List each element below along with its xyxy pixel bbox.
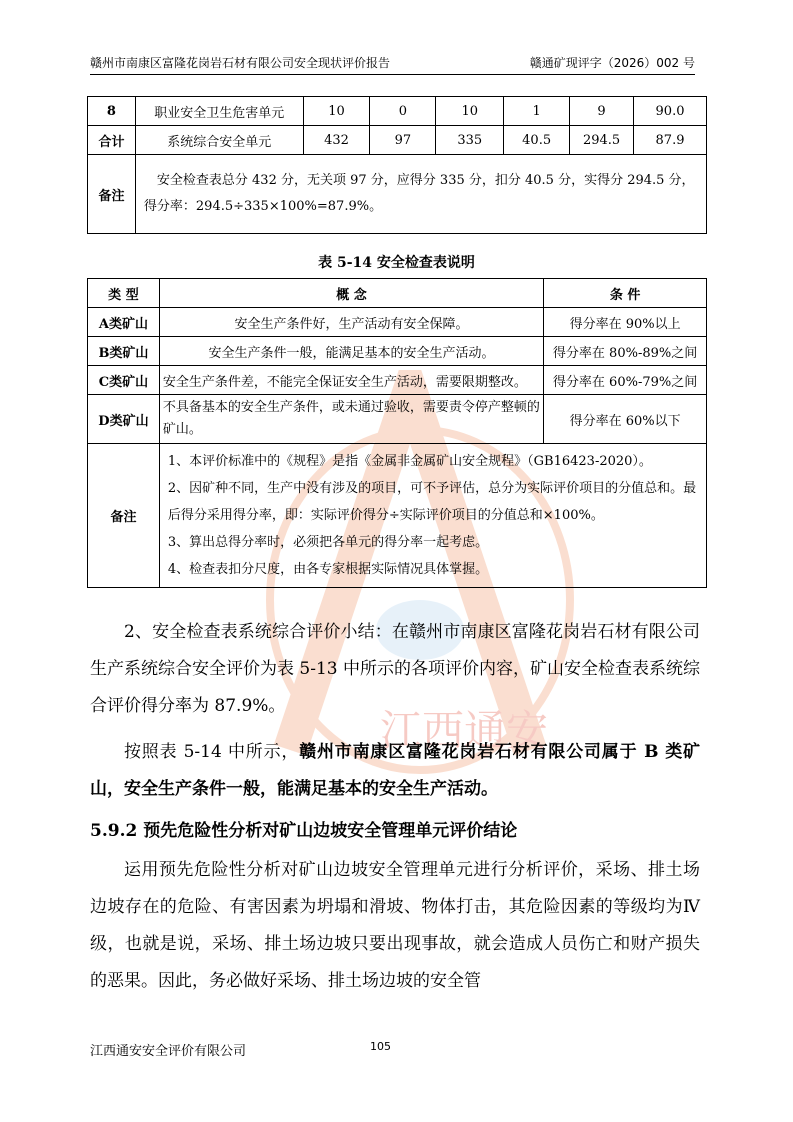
concept: 不具备基本的安全生产条件，或未通过验收，需要责令停产整顿的矿山。	[159, 395, 543, 444]
cell-value: 294.5	[570, 126, 634, 155]
unit-name: 系统综合安全单元	[135, 126, 303, 155]
table-row	[88, 337, 707, 366]
cell-value: 40.5	[504, 126, 570, 155]
condition: 得分率在 80%-89%之间	[544, 337, 707, 366]
condition: 得分率在 90%以上	[544, 308, 707, 337]
table-caption: 表 5-14 安全检查表说明	[318, 255, 475, 271]
cell-value: 87.9	[634, 126, 707, 155]
table-row	[88, 366, 707, 395]
concept: 安全生产条件差，不能完全保证安全生产活动，需要限期整改。	[159, 366, 543, 395]
condition: 得分率在 60%-79%之间	[544, 366, 707, 395]
classification-intro: 按照表 5-14 中所示，	[124, 742, 300, 762]
section-heading: 5.9.2 预先危险性分析对矿山边坡安全管理单元评价结论	[90, 821, 518, 841]
footer-company: 江西通安安全评价有限公司	[90, 1044, 247, 1059]
cell-value: 9	[570, 97, 634, 126]
concept: 安全生产条件好，生产活动有安全保障。	[159, 308, 543, 337]
table-row	[88, 126, 707, 155]
cell-value: 97	[370, 126, 436, 155]
table-row	[88, 395, 707, 444]
column-header: 概 念	[159, 279, 543, 308]
mine-type: A类矿山	[88, 308, 160, 337]
watermark-text: 江西通安	[380, 706, 549, 755]
page-number: 105	[370, 1040, 391, 1053]
table-row-note	[88, 155, 707, 234]
cell-value: 0	[370, 97, 436, 126]
header-title: 赣州市南康区富隆花岗岩石材有限公司安全现状评价报告	[90, 56, 391, 70]
note-text	[135, 155, 706, 234]
summary-paragraph: 2、安全检查表系统综合评价小结：在赣州市南康区富隆花岗岩石材有限公司生产系统综合安全评价为表 5-13 中所示的各项评价内容，矿山安全检查表系统综合评价得分率为 87.9%。	[90, 622, 700, 716]
score-summary-table	[87, 96, 707, 234]
page-footer	[90, 1040, 700, 1059]
mine-type: D类矿山	[88, 395, 160, 444]
cell-value: 335	[436, 126, 504, 155]
cell-value: 90.0	[634, 97, 707, 126]
mine-type: B类矿山	[88, 337, 160, 366]
note-item: 3、算出总得分率时，必须把各单元的得分率一起考虑。	[167, 535, 489, 550]
table-row-notes	[88, 444, 707, 588]
notes-list	[159, 444, 706, 588]
note-item: 4、检查表扣分尺度，由各专家根据实际情况具体掌握。	[167, 562, 489, 577]
page-header	[90, 54, 695, 75]
table-row	[88, 308, 707, 337]
unit-name: 职业安全卫生危害单元	[135, 97, 303, 126]
column-header: 类 型	[88, 279, 160, 308]
checklist-description-table	[87, 278, 707, 588]
classification-result: 赣州市南康区富隆花岗岩石材有限公司属于 B 类矿山，安全生产条件一般，能满足基本的安全生产活动。	[90, 742, 700, 799]
cell-value: 10	[436, 97, 504, 126]
note-line: 得分率：294.5÷335×100%=87.9%。	[143, 199, 383, 214]
notes-label: 备注	[88, 444, 160, 588]
row-number: 合计	[88, 126, 136, 155]
header-doc-number: 赣通矿现评字（2026）002 号	[529, 56, 695, 70]
mine-type: C类矿山	[88, 366, 160, 395]
cell-value: 432	[303, 126, 370, 155]
condition: 得分率在 60%以下	[544, 395, 707, 444]
cell-value: 1	[504, 97, 570, 126]
note-item: 1、本评价标准中的《规程》是指《金属非金属矿山安全规程》（GB16423-2020）。	[167, 454, 652, 469]
column-header: 条 件	[544, 279, 707, 308]
row-number: 8	[88, 97, 136, 126]
table-row	[88, 97, 707, 126]
concept: 安全生产条件一般，能满足基本的安全生产活动。	[159, 337, 543, 366]
note-label: 备注	[88, 155, 136, 234]
table-header-row	[88, 279, 707, 308]
classification-paragraph	[90, 734, 700, 808]
cell-value: 10	[303, 97, 370, 126]
note-item: 2、因矿种不同，生产中没有涉及的项目，可不予评估，总分为实际评价项目的分值总和。最后得分采用得分率，即：实际评价得分÷实际评价项目的分值总和×100%。	[167, 481, 697, 523]
slope-analysis-paragraph: 运用预先危险性分析对矿山边坡安全管理单元进行分析评价，采场、排土场边坡存在的危险、有害因素为坍塌和滑坡、物体打击，其危险因素的等级均为Ⅳ级，也就是说，采场、排土场边坡只要出现事故，就会造成人员伤亡和财产损失的恶果。因此，务必做好采场、排土场边坡的安全管	[90, 860, 700, 991]
note-line: 安全检查表总分 432 分，无关项 97 分，应得分 335 分，扣分 40.5 分，实得分 294.5 分，	[156, 173, 695, 188]
